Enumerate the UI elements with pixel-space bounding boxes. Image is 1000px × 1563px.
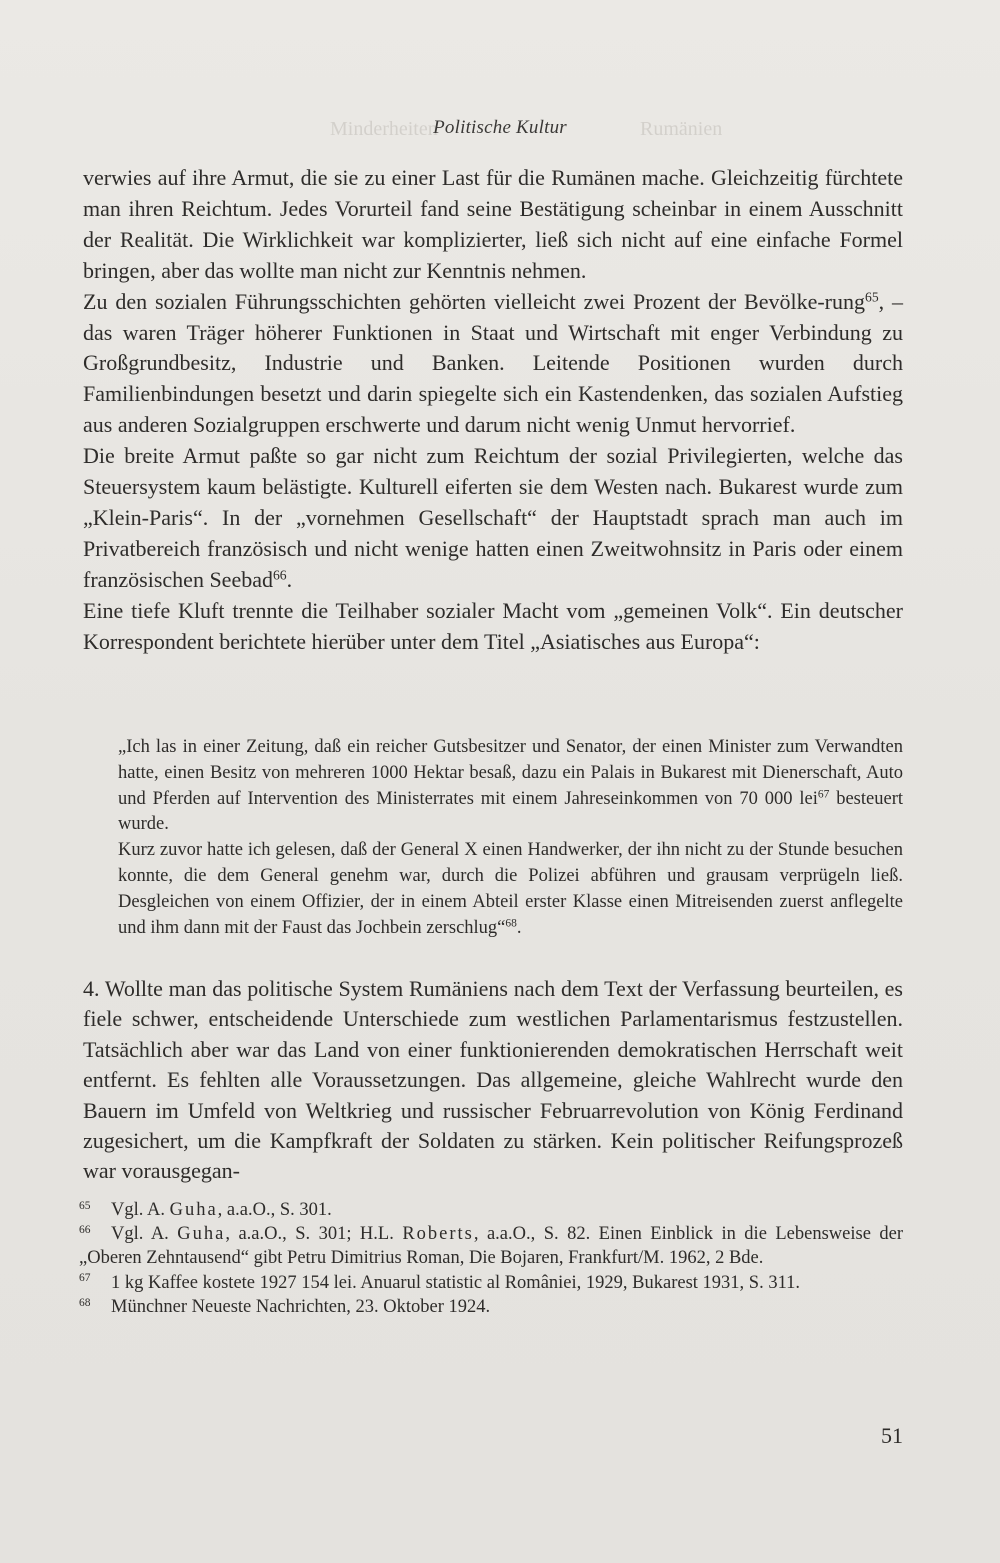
footnote-text: Vgl. A. xyxy=(111,1200,170,1220)
footnote-text: Münchner Neueste Nachrichten, 23. Oktober 1924. xyxy=(111,1296,491,1317)
quote-text: „Ich las in einer Zeitung, daß ein reicher Gutsbesitzer und Senator, der einen Minister zum Verwandten hatte, einen Besitz von mehreren 1000 Hektar besaß, dazu ein Palais in Bukarest mit Dienerschaft, Auto und Pferden auf Intervention des Ministerrates mit einem Jahreseinkommen von 70 000 lei xyxy=(118,737,903,809)
main-text xyxy=(83,163,903,658)
paragraph-text: Zu den sozialen Führungsschichten gehörten vielleicht zwei Prozent der Bevölke-rung xyxy=(83,288,865,314)
quote-paragraph xyxy=(118,838,903,941)
quote-text: Kurz zuvor hatte ich gelesen, daß der General X einen Handwerker, der ihn nicht zu der Stunde besuchen konnte, die dem General genehm war, durch die Polizei abführen und grausam verprügeln ließ. Desgleichen von einem Offizier, der in einem Abteil erster Klasse einen Mitreisenden zuerst anflegelte und ihm dann mit der Faust das Jochbein zerschlug“ xyxy=(118,840,903,938)
running-head: Politische Kultur xyxy=(433,117,567,138)
footnote-ref: 65 xyxy=(865,289,879,305)
paragraph-text: Die breite Armut paßte so gar nicht zum Reichtum der sozial Privilegierten, welche das Steuersystem kaum belästigte. Kulturell eiferten sie dem Westen nach. Bukarest wurde zum „Klein-Paris“. In der „vornehmen Gesellschaft“ der Hauptstadt sprach man auch im Privatbereich französisch und nicht wenige hatten einen Zweitwohnsitz in Paris oder einem französischen Seebad xyxy=(83,443,903,592)
footnote-ref: 66 xyxy=(272,567,287,583)
footnote-text: Vgl. A. xyxy=(111,1224,178,1245)
paragraph xyxy=(83,441,903,596)
paragraph xyxy=(83,287,903,442)
footnote-ref: 67 xyxy=(817,788,830,801)
footnote-text: , a.a.O., S. 301. xyxy=(217,1200,332,1220)
quote-text: . xyxy=(516,917,522,938)
quote-paragraph xyxy=(118,735,903,838)
paragraph: Eine tiefe Kluft trennte die Teilhaber sozialer Macht vom „gemeinen Volk“. Ein deutscher Korrespondent berichtete hierüber unter dem Titel „Asiatisches aus Europa“: xyxy=(83,597,903,654)
section-4 xyxy=(83,974,903,1187)
footnote-67: 67 1 kg Kaffee kostete 1927 154 lei. Anuarul statistic al României, 1929, Bukarest 1931, S. 311. xyxy=(79,1272,801,1293)
footnotes xyxy=(79,1198,903,1319)
footnote-text: 1 kg Kaffee kostete 1927 154 lei. Anuarul statistic al României, 1929, Bukarest 1931, S. 311. xyxy=(111,1272,801,1293)
footnote-66: 66 Vgl. A. Guha, a.a.O., S. 301; H.L. Roberts, a.a.O., S. 82. Einen Einblick in die Lebensweise der „Oberen Zehntausend“ gibt Petru Dimitrius Roman, Die Bojaren, Frankfurt/M. 1962, 2 Bde. xyxy=(79,1223,904,1269)
page-number: 51 xyxy=(881,1423,903,1448)
author-name: Guha xyxy=(169,1200,218,1220)
footnote-text: , a.a.O., S. 82. Einen Einblick in die Lebensweise der „Oberen Zehntausend“ gibt Petru Dimitrius Roman, Die Bojaren, Frankfurt/M. 1962, 2 Bde. xyxy=(79,1224,904,1269)
show-through-text: Rumänien xyxy=(640,118,723,140)
footnote-65: 65 Vgl. A. Guha, a.a.O., S. 301. xyxy=(79,1199,332,1220)
block-quote xyxy=(118,735,903,941)
paragraph: verwies auf ihre Armut, die sie zu einer Last für die Rumänen mache. Gleichzeitig fürchtete man ihren Reichtum. Jedes Vorurteil fand seine Bestätigung scheinbar in einem Ausschnitt der Realität. Die Wirklichkeit war komplizierter, ließ sich nicht auf eine einfache Formel bringen, aber das wollte man nicht zur Kenntnis nehmen. xyxy=(83,165,903,283)
paragraph-text: . xyxy=(286,566,293,592)
footnote-68: 68 Münchner Neueste Nachrichten, 23. Oktober 1924. xyxy=(79,1296,491,1317)
paragraph: 4. Wollte man das politische System Rumäniens nach dem Text der Verfassung beurteilen, es fiele schwer, entscheidende Unterschiede zum westlichen Parlamentarismus festzustellen. Tatsächlich aber war das Land von einer funktionierenden demokratischen Herrschaft weit entfernt. Es fehlten alle Voraussetzungen. Das allgemeine, gleiche Wahlrecht wurde den Bauern im Umfeld von Weltkrieg und russischer Februarrevolution von König Ferdinand zugesichert, um die Kampfkraft der Soldaten zu stärken. Kein politischer Reifungsprozeß war vorausgegan- xyxy=(83,976,903,1184)
author-name: Roberts xyxy=(402,1224,474,1245)
show-through-text: Minderheiten xyxy=(330,118,438,140)
paragraph-text: , – das waren Träger höherer Funktionen in Staat und Wirtschaft mit enger Verbindung zu Großgrundbesitz, Industrie und Banken. Leitende Positionen wurden durch Familienbindungen besetzt und darin spiegelte sich ein Kastendenken, das sozialen Aufstieg aus anderen Sozialgruppen erschwerte und darum nicht wenig Unmut hervorrief. xyxy=(83,288,904,438)
author-name: Guha xyxy=(177,1224,226,1245)
quote-text: besteuert wurde. xyxy=(118,788,903,835)
footnote-ref: 68 xyxy=(505,917,517,930)
footnote-text: , a.a.O., S. 301; H.L. xyxy=(225,1224,403,1245)
